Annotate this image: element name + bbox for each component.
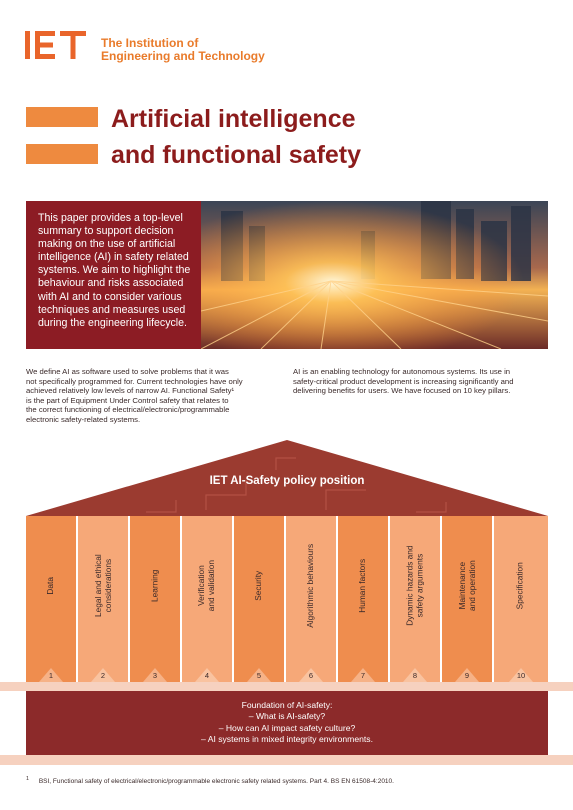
body-left-line: is the part of Equipment Under Control safety that relates to xyxy=(26,395,229,405)
pillar-number: 4 xyxy=(204,671,210,680)
body-left-line: We define AI as software used to solve problems that it was xyxy=(26,367,229,376)
foundation-item: – How can AI impact safety culture? xyxy=(218,722,356,733)
page-title xyxy=(111,101,361,173)
roof-title: IET AI-Safety policy position xyxy=(209,475,365,487)
iet-logo xyxy=(25,30,95,60)
body-left-line: the correct functioning of electrical/electronic/programmable xyxy=(26,405,230,415)
pillar-label: Verification and validation xyxy=(196,560,216,612)
pillar-number: 7 xyxy=(360,671,366,680)
pillar-learning xyxy=(130,516,180,682)
footnote-mark: 1 xyxy=(26,776,30,782)
body-right-line: safety-critical product development is increasing significantly and xyxy=(293,376,514,386)
pillar-label: Dynamic hazards and safety arguments xyxy=(404,545,424,627)
pillar-security xyxy=(234,516,284,682)
foundation-band-top xyxy=(0,682,573,691)
page-title-line2: and functional safety xyxy=(111,141,362,169)
body-left-line: achieved relatively low levels of narrow AI. Functional Safety¹ xyxy=(26,386,235,396)
pillar-number: 6 xyxy=(308,671,314,680)
pillar-label: Maintenance and operation xyxy=(456,560,476,612)
organisation-name xyxy=(101,37,265,63)
body-left-line: electronic safety-related systems. xyxy=(26,414,141,424)
footnote xyxy=(26,776,394,785)
foundation-item: – What is AI-safety? xyxy=(248,711,326,722)
body-right-line: AI is an enabling technology for autonomous systems. Its use in xyxy=(293,367,511,376)
pillar-verification-validation xyxy=(182,516,232,682)
pillar-number: 1 xyxy=(48,671,54,680)
footnote-text: BSI, Functional safety of electrical/electronic/programmable electronic safety related systems. Part 4. BS EN 61508-4:2010. xyxy=(38,778,394,786)
page-title-line1: Artificial intelligence xyxy=(111,105,356,133)
pillar-label: Security xyxy=(253,571,264,601)
pillar-number: 10 xyxy=(516,671,526,680)
intro-text: This paper provides a top-level summary to support decision making on the use of artificial intelligence (AI) in safety related systems. We aim to highlight the behaviour and risks associated with AI and to consider various techniques and measures used during the engineering lifecycle. xyxy=(38,212,191,329)
pillar-label: Legal and ethical considerations xyxy=(92,554,112,618)
foundation-item: – AI systems in mixed integrity environments. xyxy=(201,733,373,744)
pillar-number: 5 xyxy=(256,671,262,680)
pillar-number: 8 xyxy=(412,671,418,680)
pillar-specification xyxy=(494,516,548,682)
foundation-heading: Foundation of AI-safety: xyxy=(241,700,333,710)
organisation-name-line2: Engineering and Technology xyxy=(101,49,265,63)
pillar-label: Data xyxy=(45,577,56,595)
foundation-band-bottom xyxy=(0,755,573,765)
pillar-label: Learning xyxy=(149,569,160,603)
pillar-maintenance-operation xyxy=(442,516,492,682)
hero-image xyxy=(201,201,548,349)
pillar-legal-ethical xyxy=(78,516,128,682)
pillar-number: 9 xyxy=(464,671,470,680)
pillar-label: Human factors xyxy=(357,559,368,613)
pillar-data xyxy=(26,516,76,682)
pillar-dynamic-hazards xyxy=(390,516,440,682)
pillar-number: 2 xyxy=(100,671,106,680)
title-accent-bar-2 xyxy=(26,144,98,164)
pillar-algorithmic-behaviours xyxy=(286,516,336,682)
body-text-right xyxy=(293,367,513,396)
body-right-line: delivering benefits for users. We have focused on 10 key pillars. xyxy=(293,386,511,396)
body-text-left xyxy=(26,367,243,425)
title-accent-bar-1 xyxy=(26,107,98,127)
pillar-label: Specification xyxy=(515,562,526,610)
organisation-name-line1: The Institution of xyxy=(101,36,199,50)
pillar-label: Algorithmic behaviours xyxy=(305,544,316,628)
pillar-number: 3 xyxy=(152,671,158,680)
pillar-human-factors xyxy=(338,516,388,682)
foundation-text xyxy=(26,700,548,745)
body-left-line: not specifically programmed for. Current technologies have only xyxy=(26,376,243,386)
